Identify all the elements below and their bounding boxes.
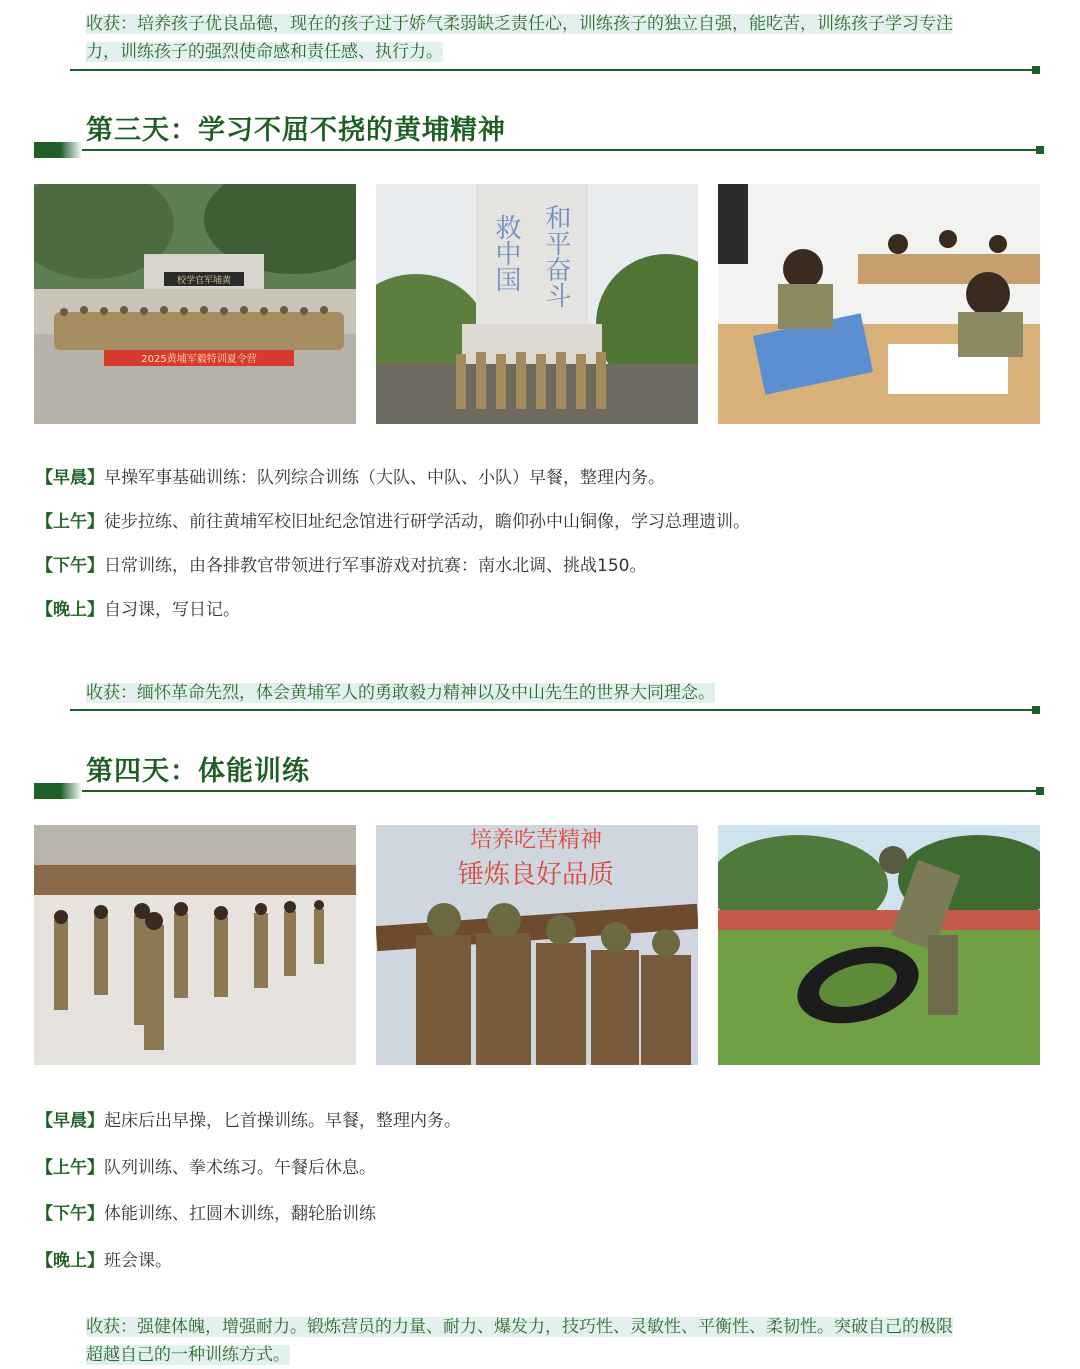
photo-group-at-academy-gate [34,184,356,424]
heading-accent-bar [34,783,82,799]
summary-line: 收获：强健体魄，增强耐力。锻炼营员的力量、耐力、爆发力，技巧性、灵敏性、平衡性、柔韧性。突破自己的极限 [86,1317,953,1337]
slogan-line-1: 培养吃苦精神 [469,828,603,853]
schedule-text: 体能训练、扛圆木训练，翻轮胎训练 [104,1204,376,1224]
schedule-tag: 【早晨】 [36,1111,104,1131]
day4-schedule-forenoon [36,1156,376,1180]
schedule-tag: 【上午】 [36,512,104,532]
schedule-tag: 【早晨】 [36,468,104,488]
schedule-tag: 【上午】 [36,1158,104,1178]
summary-line: 力，训练孩子的强烈使命感和责任感、执行力。 [86,42,443,62]
schedule-tag: 【晚上】 [36,1251,104,1271]
day4-summary [86,1313,1026,1369]
heading-underline [82,149,1040,151]
schedule-tag: 【晚上】 [36,600,104,620]
day3-schedule-afternoon [36,554,646,578]
summary-line: 超越自己的一种训练方式。 [86,1345,290,1365]
summary-line: 收获：缅怀革命先烈，体会黄埔军人的勇敢毅力精神以及中山先生的世界大同理念。 [86,683,715,703]
schedule-text: 早操军事基础训练：队列综合训练（大队、中队、小队）早餐，整理内务。 [104,468,665,488]
rule-end-square [1036,146,1044,154]
gate-sign-text: 校学官军埔黄 [176,276,232,286]
day3-heading [34,108,1040,158]
day4-schedule-morning [36,1109,461,1133]
day4-heading [34,749,1040,799]
photo-monument [376,184,698,424]
monument-inscription-right: 和平奋斗 [541,204,571,308]
monument-inscription-left: 救中国 [491,214,521,292]
photo-classroom-study [718,184,1040,424]
summary-line: 收获：培养孩子优良品德，现在的孩子过于娇气柔弱缺乏责任心，训练孩子的独立自强，能吃苦，训练孩子学习专注 [86,14,953,34]
heading-accent-bar [34,142,82,158]
day3-schedule-forenoon [36,510,750,534]
day3-title: 第三天：学习不屈不挠的黄埔精神 [86,115,506,146]
schedule-text: 起床后出早操，匕首操训练。早餐，整理内务。 [104,1111,461,1131]
summary-previous-day [86,10,1026,66]
schedule-text: 班会课。 [104,1251,172,1271]
day4-title: 第四天：体能训练 [86,756,310,787]
rule-end-square [1032,706,1040,714]
divider-rule [70,709,1036,711]
slogan-line-2: 锤炼良好品质 [457,860,615,890]
schedule-tag: 【下午】 [36,556,104,576]
schedule-text: 日常训练，由各排教官带领进行军事游戏对抗赛：南水北调、挑战150。 [104,556,647,576]
schedule-tag: 【下午】 [36,1204,104,1224]
day3-summary [86,679,1026,707]
schedule-text: 徒步拉练、前往黄埔军校旧址纪念馆进行研学活动，瞻仰孙中山铜像，学习总理遗训。 [104,512,750,532]
day3-schedule-morning [36,466,665,490]
divider-rule [70,69,1036,71]
schedule-text: 队列训练、拳术练习。午餐后休息。 [104,1158,376,1178]
photo-indoor-drill [34,825,356,1065]
day3-schedule-evening [36,598,240,622]
rule-end-square [1036,787,1044,795]
day4-schedule-evening [36,1249,172,1273]
photo-tire-flip [718,825,1040,1065]
day4-schedule-afternoon [36,1202,376,1226]
schedule-text: 自习课，写日记。 [104,600,240,620]
heading-underline [82,790,1040,792]
banner-text: 2025黄埔军毅特训夏令营 [141,354,257,365]
photo-log-carry [376,825,698,1065]
rule-end-square [1032,66,1040,74]
